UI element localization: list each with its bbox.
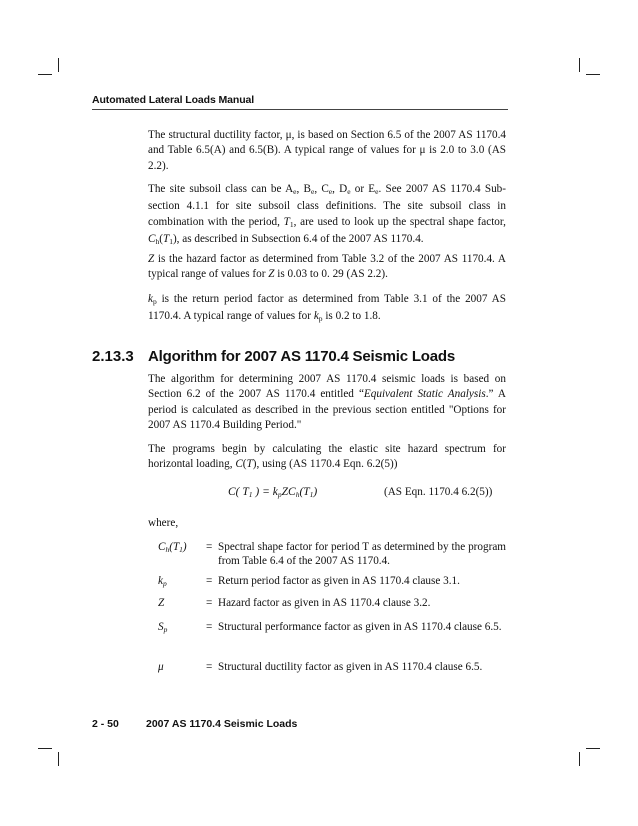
crop-mark-tr-v xyxy=(579,58,580,72)
crop-mark-tl-v xyxy=(58,58,59,72)
crop-mark-tl-h xyxy=(38,74,52,75)
definition-equals: = xyxy=(206,575,213,587)
definition-symbol: $C_h(T_1)$ xyxy=(158,541,187,554)
crop-mark-br-h xyxy=(586,748,600,749)
paragraph-hazard-factor: Z is the hazard factor as determined from Table 3.2 of the 2007 AS 1170.4. A typical range of values for Z is 0.03 to 0. 29 (AS 2.2). xyxy=(148,253,506,281)
definition-text: Spectral shape factor for period T as determined by the program from Table 6.4 of the 2007 AS 1170.4. xyxy=(218,541,506,568)
paragraph-elastic-spectrum: The programs begin by calculating the elastic site hazard spectrum for horizontal loading, C(T), using (AS 1170.4 Eqn. 6.2(5)) xyxy=(148,443,506,471)
paragraph-subsoil-class: The site subsoil class can be $A_e$, $B_e$, $C_e$, $D_e$ or $E_e$. See 2007 AS 1170.4 Sub-section 4.1.1 for site subsoil class definitions. The site subsoil class in combination with the period, $T_1$, are used to look up the spectral shape factor, $C_h(T_1)$, as described in Subsection 6.4 of the 2007 AS 1170.4. xyxy=(148,183,506,247)
definition-equals: = xyxy=(206,661,213,673)
running-header: Automated Lateral Loads Manual xyxy=(92,94,255,106)
definition-symbol: Z xyxy=(158,597,165,609)
crop-mark-bl-h xyxy=(38,748,52,749)
definition-text: Return period factor as given in AS 1170.4 clause 3.1. xyxy=(218,575,460,587)
crop-mark-br-v xyxy=(579,752,580,766)
definition-equals: = xyxy=(206,597,213,609)
definition-text: Structural performance factor as given in AS 1170.4 clause 6.5. xyxy=(218,621,502,633)
footer-page-number: 2 - 50 xyxy=(92,718,119,730)
equation-reference: (AS Eqn. 1170.4 6.2(5)) xyxy=(384,486,493,498)
crop-mark-tr-h xyxy=(586,74,600,75)
equation-elastic-spectrum: C( $T_1$ ) = $k_pZC_h(T_1)$ xyxy=(228,486,318,499)
paragraph-return-period: $k_p$ is the return period factor as determined from Table 3.1 of the 2007 AS 1170.4. A typical range of values for $k_p$ is 0.2 to 1.8. xyxy=(148,293,506,324)
definition-symbol: $S_p$ xyxy=(158,621,168,634)
paragraph-algorithm: The algorithm for determining 2007 AS 1170.4 seismic loads is based on Section 6.2 of the 2007 AS 1170.4 entitled “Equivalent Static Analysis.” A period is calculated as described in the previous section entitled "Options for 2007 AS 1170.4 Building Period." xyxy=(148,373,506,432)
definition-text: Structural ductility factor as given in AS 1170.4 clause 6.5. xyxy=(218,661,483,673)
paragraph-ductility: The structural ductility factor, μ, is based on Section 6.5 of the 2007 AS 1170.4 and Table 6.5(A) and 6.5(B). A typical range of values for μ is 2.0 to 3.0 (AS 2.2). xyxy=(148,129,506,172)
crop-mark-bl-v xyxy=(58,752,59,766)
definition-symbol: $k_p$ xyxy=(158,575,167,588)
definition-symbol: μ xyxy=(158,661,164,673)
definition-equals: = xyxy=(206,621,213,633)
where-label: where, xyxy=(148,517,179,529)
header-rule xyxy=(92,109,508,110)
section-number: 2.13.3 xyxy=(92,348,134,365)
definition-equals: = xyxy=(206,541,213,553)
section-title: Algorithm for 2007 AS 1170.4 Seismic Loads xyxy=(148,348,456,365)
footer-chapter-title: 2007 AS 1170.4 Seismic Loads xyxy=(146,718,298,730)
definition-text: Hazard factor as given in AS 1170.4 clause 3.2. xyxy=(218,597,431,609)
